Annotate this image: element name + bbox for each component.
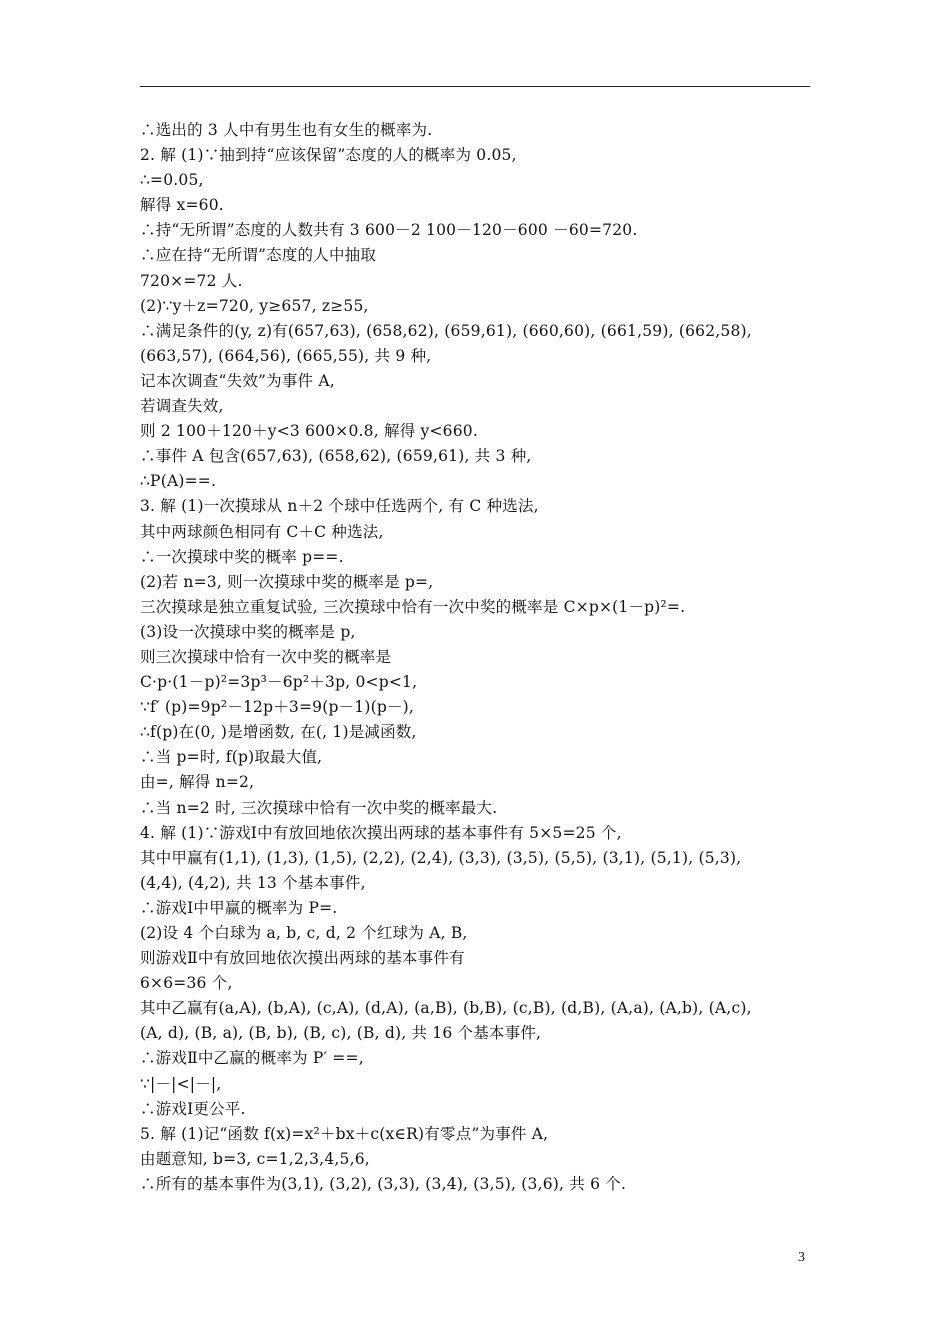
text-line: ∴持“无所谓”态度的人数共有 3 600－2 100－120－600 －60=720. (140, 221, 638, 240)
text-line: 则 2 100＋120＋y<3 600×0.8, 解得 y<660. (140, 422, 478, 441)
text-line: ∴所有的基本事件为(3,1), (3,2), (3,3), (3,4), (3,5), (3,6), 共 6 个. (140, 1174, 627, 1193)
text-line: ∴选出的 3 人中有男生也有女生的概率为. (140, 121, 433, 139)
text-line: (3)设一次摸球中奖的概率是 p, (140, 622, 356, 641)
text-line: 4. 解 (1)∵游戏Ⅰ中有放回地依次摸出两球的基本事件有 5×5=25 个, (140, 823, 622, 842)
text-line: 720×=72 人. (140, 271, 243, 290)
text-line: ∴当 p=时, f(p)取最大值, (140, 748, 323, 767)
text-line: ∴=0.05, (140, 171, 204, 190)
text-line: ∵f′ (p)=9p²－12p＋3=9(p－1)(p－), (140, 698, 415, 717)
text-line: (4,4), (4,2), 共 13 个基本事件, (140, 873, 366, 892)
text-line: 其中甲赢有(1,1), (1,3), (1,5), (2,2), (2,4), (3,3), (3,5), (5,5), (3,1), (5,1), (5,3), (140, 848, 742, 867)
text-line: 解得 x=60. (140, 196, 224, 215)
text-line: (A, d), (B, a), (B, b), (B, c), (B, d), 共 16 个基本事件, (140, 1024, 542, 1043)
text-line: ∴游戏Ⅰ中甲赢的概率为 P=. (140, 898, 338, 917)
text-line: (2)设 4 个白球为 a, b, c, d, 2 个红球为 A, B, (140, 924, 468, 942)
text-line: (2)∵y＋z=720, y≥657, z≥55, (140, 296, 369, 315)
text-line: 5. 解 (1)记“函数 f(x)=x²＋bx＋c(x∈R)有零点”为事件 A, (140, 1124, 549, 1143)
text-line: ∴游戏Ⅱ中乙赢的概率为 P′ ==, (140, 1049, 364, 1068)
text-line: ∴应在持“无所谓”态度的人中抽取 (140, 246, 377, 265)
text-line: 3. 解 (1)一次摸球从 n＋2 个球中任选两个, 有 C 种选法, (140, 497, 539, 516)
page-number: 3 (798, 1250, 805, 1265)
text-line: 由=, 解得 n=2, (140, 773, 255, 792)
text-line: (2)若 n=3, 则一次摸球中奖的概率是 p=, (140, 572, 434, 591)
text-line: 6×6=36 个, (140, 974, 233, 993)
text-line: ∴事件 A 包含(657,63), (658,62), (659,61), 共 3 种, (140, 447, 532, 466)
text-line: ∴当 n=2 时, 三次摸球中恰有一次中奖的概率最大. (140, 798, 498, 817)
text-line: 由题意知, b=3, c=1,2,3,4,5,6, (140, 1149, 370, 1168)
text-line: ∴f(p)在(0, )是增函数, 在(, 1)是减函数, (140, 723, 417, 742)
body-text (140, 118, 820, 1197)
text-line: 若调查失效, (140, 397, 224, 416)
text-line: ∵|－|<|－|, (140, 1074, 222, 1093)
text-line: 2. 解 (1)∵抽到持“应该保留”态度的人的概率为 0.05, (140, 146, 517, 165)
text-line: ∴游戏Ⅰ更公平. (140, 1099, 246, 1118)
text-line: (663,57), (664,56), (665,55), 共 9 种, (140, 346, 432, 365)
header-rule (140, 86, 810, 87)
text-line: C·p·(1－p)²=3p³－6p²＋3p, 0<p<1, (140, 673, 418, 692)
text-line: 记本次调查“失效”为事件 A, (140, 371, 335, 390)
text-line: 则游戏Ⅱ中有放回地依次摸出两球的基本事件有 (140, 949, 465, 968)
text-line: 其中乙赢有(a,A), (b,A), (c,A), (d,A), (a,B), (b,B), (c,B), (d,B), (A,a), (A,b), (A,c), (140, 999, 752, 1018)
text-line: 则三次摸球中恰有一次中奖的概率是 (140, 647, 392, 666)
text-line: 其中两球颜色相同有 C＋C 种选法, (140, 522, 384, 541)
text-line: 三次摸球是独立重复试验, 三次摸球中恰有一次中奖的概率是 C×p×(1－p)²=. (140, 597, 686, 616)
text-line: ∴满足条件的(y, z)有(657,63), (658,62), (659,61), (660,60), (661,59), (662,58), (140, 321, 752, 340)
text-line: ∴P(A)==. (140, 472, 217, 491)
text-line: ∴一次摸球中奖的概率 p==. (140, 547, 344, 566)
